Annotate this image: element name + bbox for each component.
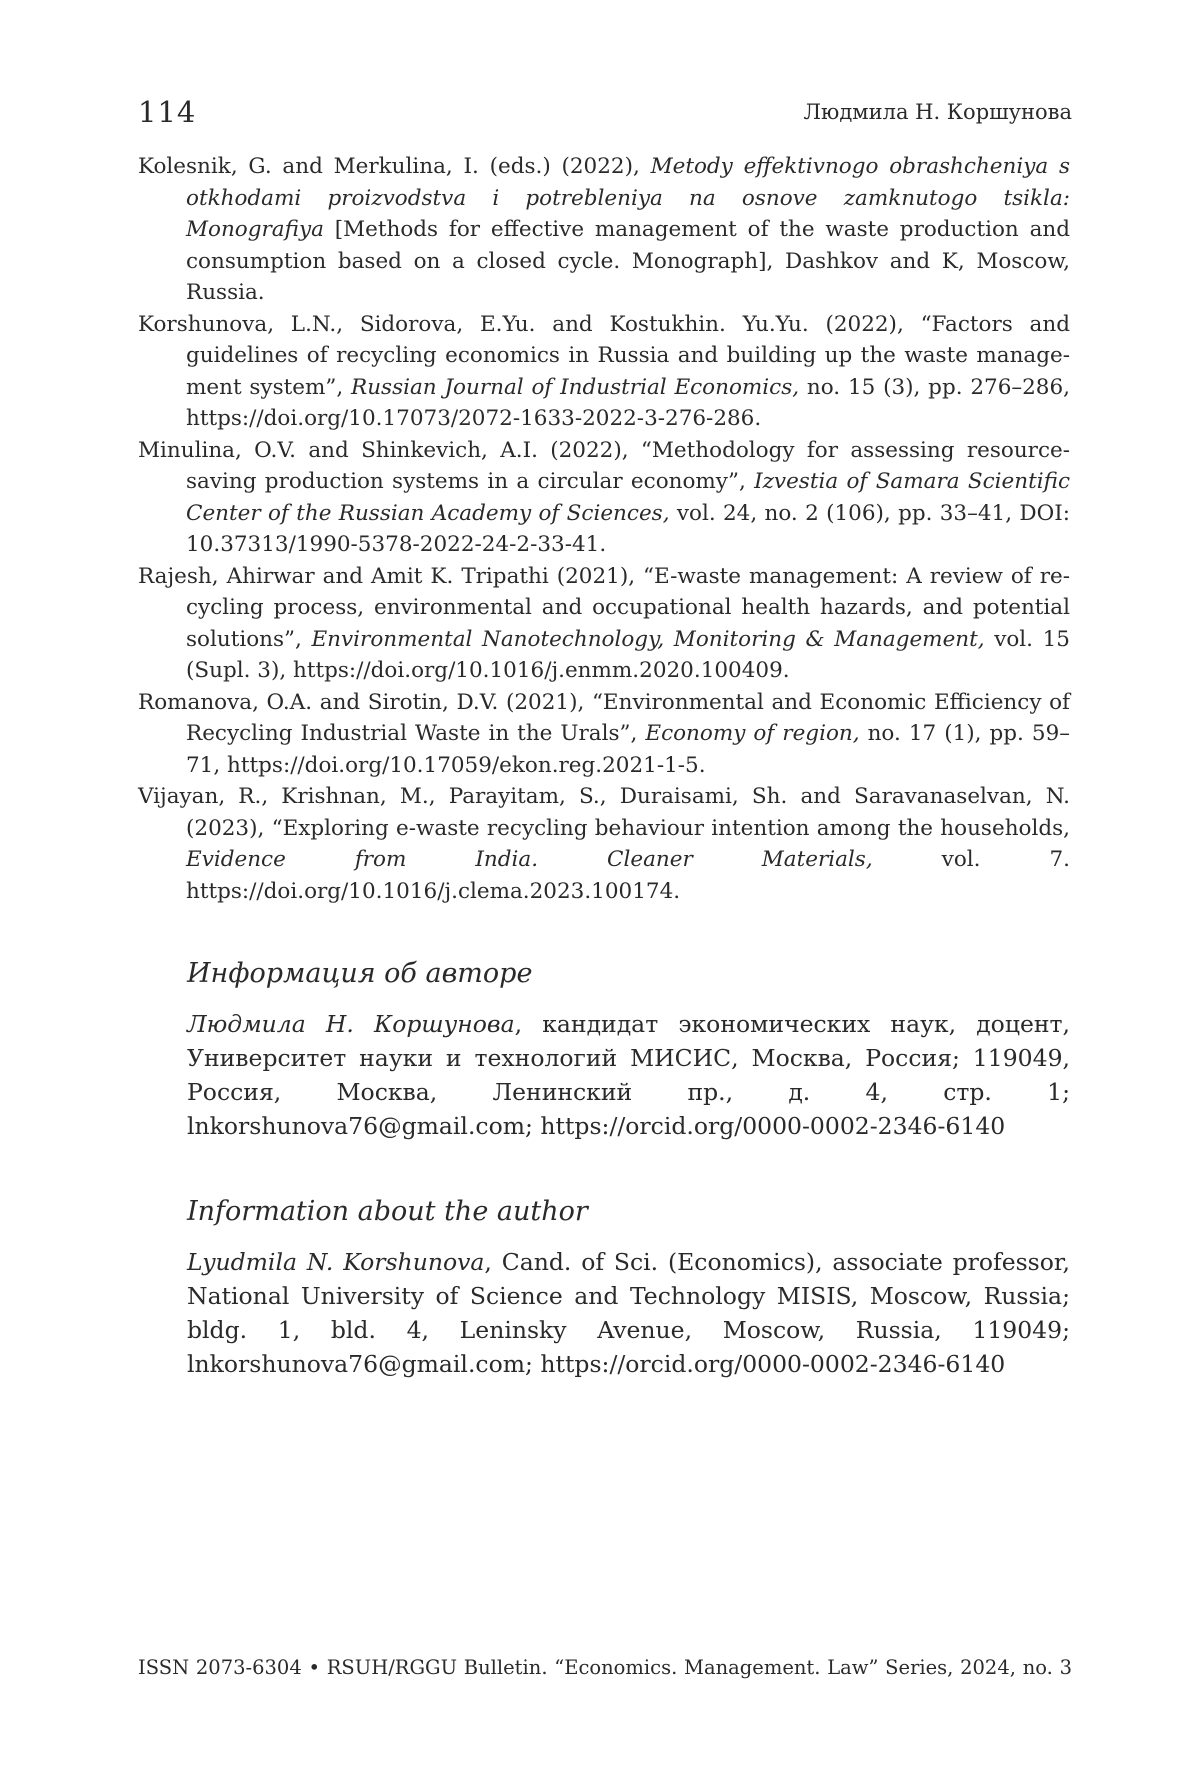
author-info-en <box>187 1196 1070 1381</box>
reference-text: Minulina, O.V. and Shinkevich, A.I. (2022), “Methodology for assessing resource-saving production systems in a circular economy”, <box>138 437 1070 494</box>
reference-text: Vijayan, R., Krishnan, M., Parayitam, S., Duraisami, Sh. and Saravanaselvan, N. (2023), “Exploring e-waste recycling behaviour intention among the households, <box>138 784 1070 841</box>
reference-text: no. 17 (1), pp. 59–71, https://doi.org/10.17059/ekon.reg.2021-1-5. <box>186 721 1070 778</box>
author-info-ru-text <box>187 1007 1070 1143</box>
reference-text: Korshunova, L.N., Sidorova, E.Yu. and Kostukhin. Yu.Yu. (2022), “Factors and guidelines of recycling economics in Russia and building up the waste management system”, <box>138 311 1070 400</box>
author-details-ru: , кандидат экономических наук, доцент, Университет науки и технологий МИСИС, Москва, Россия; 119049, Россия, Москва, Ленинский пр., д. 4, стр. 1; lnkorshunova76@gmail.com; https://orcid.org/0000-0002-2346-6140 <box>187 1010 1070 1140</box>
reference-title: Environmental Nanotechnology, Monitoring & Management, <box>311 626 985 652</box>
reference-item <box>138 687 1070 782</box>
reference-text: no. 15 (3), pp. 276–286, https://doi.org/10.17073/2072-1633-2022-3-276-286. <box>186 374 1070 431</box>
reference-item <box>138 435 1070 561</box>
reference-text: Romanova, O.A. and Sirotin, D.V. (2021), “Environmental and Economic Efficiency of Recycling Industrial Waste in the Urals”, <box>138 689 1070 746</box>
page-number: 114 <box>138 95 197 129</box>
author-info-en-text <box>187 1245 1070 1381</box>
reference-title: Izvestia of Samara Scientific Center of the Russian Academy of Sciences, <box>186 469 1070 526</box>
author-info-en-heading: Information about the author <box>187 1196 588 1227</box>
author-info-ru-heading: Информация об авторе <box>187 958 533 989</box>
footer-journal-info: ISSN 2073-6304 • RSUH/RGGU Bulletin. “Economics. Management. Law” Series, 2024, no. 3 <box>138 1656 1072 1679</box>
reference-text: vol. 15 (Supl. 3), https://doi.org/10.1016/j.enmm.2020.100409. <box>186 626 1070 683</box>
reference-text: [Methods for effective management of the waste production and consumption based on a closed cycle. Monograph], Dashkov and K, Moscow, Russia. <box>186 217 1070 305</box>
author-name-en: Lyudmila N. Korshunova <box>187 1248 485 1276</box>
reference-title: Metody effektivnogo obrashcheniya s otkhodami proizvodstva i potrebleniya na osnove zamknutogo tsikla: Monografiya <box>186 154 1070 242</box>
reference-text: vol. 7. https://doi.org/10.1016/j.clema.2023.100174. <box>186 847 1070 904</box>
author-name-ru: Людмила Н. Коршунова <box>187 1010 515 1038</box>
reference-item <box>138 309 1070 435</box>
reference-text: Kolesnik, G. and Merkulina, I. (eds.) (2022), <box>138 154 651 179</box>
reference-item <box>138 151 1070 309</box>
reference-text: Rajesh, Ahirwar and Amit K. Tripathi (2021), “E-waste management: A review of recycling process, environmental and occupational health hazards, and potential solutions”, <box>138 563 1070 652</box>
author-details-en: , Cand. of Sci. (Economics), associate professor, National University of Science and Technology MISIS, Moscow, Russia; bldg. 1, bld. 4, Leninsky Avenue, Moscow, Russia, 119049; lnkorshunova76@gmail.com; https://orcid.org/0000-0002-2346-6140 <box>187 1248 1070 1378</box>
reference-item <box>138 781 1070 907</box>
reference-list <box>138 151 1070 907</box>
reference-title: Evidence from India. Cleaner Materials, <box>186 847 873 872</box>
reference-item <box>138 561 1070 687</box>
reference-title: Economy of region, <box>645 721 860 746</box>
author-info-ru <box>187 958 1070 1143</box>
running-head: Людмила Н. Коршунова <box>803 100 1072 124</box>
reference-text: vol. 24, no. 2 (106), pp. 33–41, DOI: 10.37313/1990-5378-2022-24-2-33-41. <box>186 500 1070 557</box>
reference-title: Russian Journal of Industrial Economics, <box>351 374 800 400</box>
